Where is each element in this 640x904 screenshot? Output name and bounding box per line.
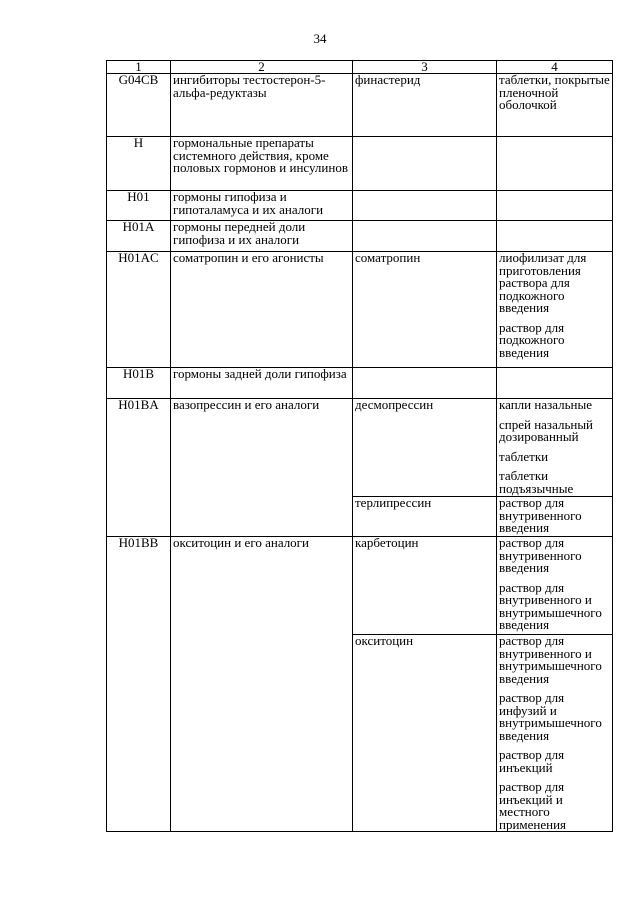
drug-classification-table <box>106 60 613 832</box>
group-description-cell: гормоны задней доли гипофиза <box>171 368 353 399</box>
atc-code-cell: H <box>107 137 171 191</box>
table-body <box>107 74 613 832</box>
group-description-cell: ингибиторы тестостерон-5-альфа-редуктазы <box>171 74 353 137</box>
group-description-cell: окситоцин и его аналоги <box>171 537 353 832</box>
dosage-form: раствор для внутривенного введения <box>499 535 582 575</box>
atc-code-cell: H01B <box>107 368 171 399</box>
atc-code-cell: H01BA <box>107 399 171 537</box>
drug-name-cell: карбетоцин <box>353 537 497 635</box>
table-row <box>107 221 613 252</box>
dosage-forms-cell <box>497 635 613 832</box>
dosage-forms-cell <box>497 191 613 221</box>
dosage-forms-cell <box>497 368 613 399</box>
dosage-forms-cell <box>497 497 613 537</box>
table-row <box>107 191 613 221</box>
table-row <box>107 137 613 191</box>
drug-name-cell <box>353 368 497 399</box>
table-row <box>107 252 613 368</box>
column-header: 1 <box>107 61 171 74</box>
drug-name-cell: окситоцин <box>353 635 497 832</box>
drug-name-cell <box>353 137 497 191</box>
dosage-form: таблетки, покрытые пленочной оболочкой <box>499 72 610 112</box>
dosage-forms-cell <box>497 399 613 497</box>
dosage-form: таблетки подъязычные <box>499 468 574 496</box>
table-row <box>107 74 613 137</box>
dosage-form: лиофилизат для приготовления раствора для подкожного введения <box>499 250 587 315</box>
group-description-cell: соматропин и его агонисты <box>171 252 353 368</box>
atc-code-cell: G04CB <box>107 74 171 137</box>
drug-name-cell: финастерид <box>353 74 497 137</box>
group-description-cell: гормональные препараты системного действия, кроме половых гормонов и инсулинов <box>171 137 353 191</box>
drug-name-cell: десмопрессин <box>353 399 497 497</box>
table-row <box>107 537 613 635</box>
atc-code-cell: H01BB <box>107 537 171 832</box>
dosage-forms-cell <box>497 537 613 635</box>
dosage-forms-cell <box>497 74 613 137</box>
atc-code-cell: H01AC <box>107 252 171 368</box>
drug-name-cell <box>353 221 497 252</box>
table-row <box>107 399 613 497</box>
dosage-form: раствор для инъекций и местного применения <box>499 779 567 832</box>
atc-code-cell: H01 <box>107 191 171 221</box>
dosage-forms-cell <box>497 252 613 368</box>
group-description-cell: вазопрессин и его аналоги <box>171 399 353 537</box>
dosage-form: раствор для инфузий и внутримышечного введения <box>499 690 602 743</box>
column-header: 3 <box>353 61 497 74</box>
column-header: 2 <box>171 61 353 74</box>
dosage-form: раствор для внутривенного введения <box>499 495 582 535</box>
dosage-form: спрей назальный дозированный <box>499 416 594 444</box>
dosage-form: раствор для внутривенного и внутримышечного введения <box>499 579 602 632</box>
atc-code-cell: H01A <box>107 221 171 252</box>
dosage-forms-cell <box>497 221 613 252</box>
dosage-form: капли назальные <box>499 397 592 412</box>
dosage-form: таблетки <box>499 448 549 464</box>
dosage-form: раствор для подкожного введения <box>499 319 565 360</box>
page-number: 34 <box>313 31 327 46</box>
group-description-cell: гормоны гипофиза и гипоталамуса и их аналоги <box>171 191 353 221</box>
drug-name-cell <box>353 191 497 221</box>
drug-name-cell: соматропин <box>353 252 497 368</box>
dosage-form: раствор для внутривенного и внутримышечного введения <box>499 633 602 686</box>
table-row <box>107 368 613 399</box>
dosage-form: раствор для инъекций <box>499 747 565 775</box>
column-header: 4 <box>497 61 613 74</box>
group-description-cell: гормоны передней доли гипофиза и их аналоги <box>171 221 353 252</box>
dosage-forms-cell <box>497 137 613 191</box>
drug-name-cell: терлипрессин <box>353 497 497 537</box>
